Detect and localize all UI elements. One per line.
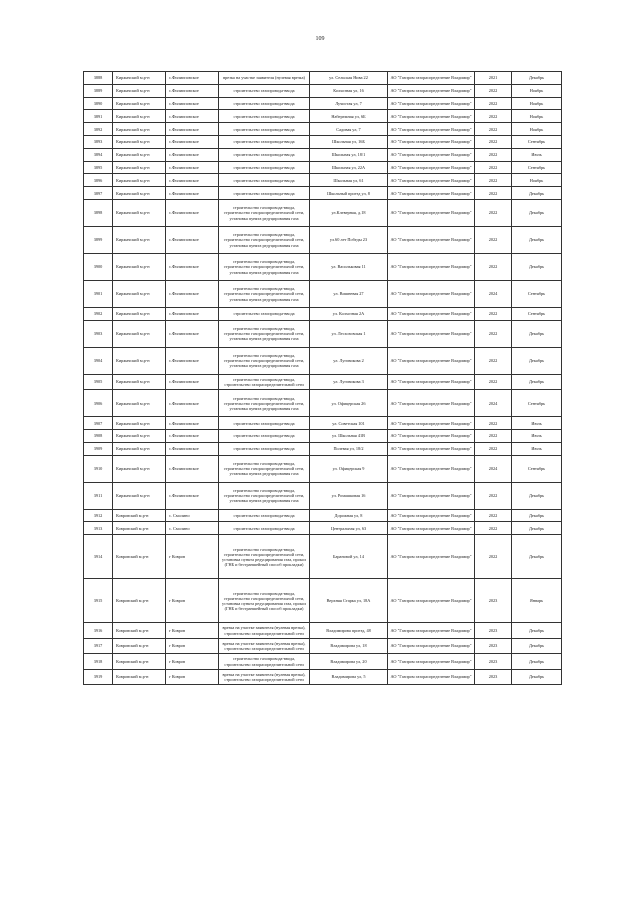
cell-settlement: с.Филипповское xyxy=(166,72,219,85)
cell-settlement: г Ковров xyxy=(166,638,219,654)
cell-address: ул. Сельская Нива 22 xyxy=(310,72,388,85)
cell-settlement: с.Филипповское xyxy=(166,226,219,253)
cell-number: 3907 xyxy=(84,417,113,430)
cell-settlement: с.Филипповское xyxy=(166,161,219,174)
cell-work-type: строительство газопровода-ввода xyxy=(219,174,310,187)
table-row xyxy=(84,135,562,148)
cell-month: Декабрь xyxy=(512,482,562,509)
table-row xyxy=(84,509,562,522)
cell-month: Июль xyxy=(512,417,562,430)
cell-year: 2022 xyxy=(475,187,512,200)
cell-number: 3897 xyxy=(84,187,113,200)
cell-number: 3888 xyxy=(84,72,113,85)
cell-month: Декабрь xyxy=(512,654,562,670)
cell-organization: АО "Газпром газораспределение Владимир" xyxy=(388,174,475,187)
cell-year: 2022 xyxy=(475,347,512,374)
cell-settlement: с.Филипповское xyxy=(166,187,219,200)
cell-month: Сентябрь xyxy=(512,135,562,148)
cell-year: 2024 xyxy=(475,390,512,417)
cell-district: Ковровский м.р-н xyxy=(113,623,166,639)
cell-settlement: с.Филипповское xyxy=(166,280,219,307)
cell-number: 3910 xyxy=(84,455,113,482)
cell-work-type: строительство газопровода-ввода xyxy=(219,417,310,430)
cell-settlement: с.Филипповское xyxy=(166,174,219,187)
cell-district: Киржачский м.р-н xyxy=(113,430,166,443)
cell-month: Сентябрь xyxy=(512,161,562,174)
cell-district: Киржачский м.р-н xyxy=(113,482,166,509)
cell-address: ул. Лесхозовская 1 xyxy=(310,320,388,347)
cell-work-type: строительство газопровода-ввода, строительство газораспределительной сети, установка пункта редуцирования газа xyxy=(219,390,310,417)
table-row xyxy=(84,522,562,535)
cell-month: Июль xyxy=(512,148,562,161)
cell-year: 2022 xyxy=(475,174,512,187)
cell-address: ул. Луговикова 3 xyxy=(310,374,388,390)
table-row xyxy=(84,84,562,97)
cell-year: 2022 xyxy=(475,123,512,136)
cell-work-type: строительство газопровода-ввода xyxy=(219,442,310,455)
cell-work-type: строительство газопровода-ввода, строительство газораспределительной сети, установка пункта редуцирования газа xyxy=(219,320,310,347)
cell-month: Декабрь xyxy=(512,522,562,535)
cell-district: Киржачский м.р-н xyxy=(113,390,166,417)
cell-number: 3906 xyxy=(84,390,113,417)
cell-number: 3912 xyxy=(84,509,113,522)
cell-address: Владимирова ул, 20 xyxy=(310,654,388,670)
cell-district: Киржачский м.р-н xyxy=(113,148,166,161)
cell-work-type: строительство газопровода-ввода, строительство газораспределительной сети, установка пункта редуцирования газа xyxy=(219,280,310,307)
cell-address: Барановой ул, 14 xyxy=(310,535,388,579)
cell-year: 2022 xyxy=(475,430,512,443)
cell-organization: АО "Газпром газораспределение Владимир" xyxy=(388,307,475,320)
cell-organization: АО "Газпром газораспределение Владимир" xyxy=(388,579,475,623)
cell-number: 3911 xyxy=(84,482,113,509)
table-row xyxy=(84,226,562,253)
cell-month: Ноябрь xyxy=(512,110,562,123)
cell-district: Киржачский м.р-н xyxy=(113,253,166,280)
table-row xyxy=(84,623,562,639)
cell-settlement: с.Филипповское xyxy=(166,442,219,455)
cell-district: Ковровский м.р-н xyxy=(113,522,166,535)
cell-work-type: строительство газопровода-ввода, строительство газораспределительной сети, установка пункта редуцирования газа, прокол (ГНБ и бестраншейный способ прокладки) xyxy=(219,535,310,579)
cell-address: Владимирова ул, 18 xyxy=(310,638,388,654)
table-row xyxy=(84,72,562,85)
cell-number: 3899 xyxy=(84,226,113,253)
cell-settlement: с.Филипповское xyxy=(166,320,219,347)
table-row xyxy=(84,669,562,685)
table-row xyxy=(84,482,562,509)
cell-organization: АО "Газпром газораспределение Владимир" xyxy=(388,199,475,226)
cell-settlement: г Ковров xyxy=(166,623,219,639)
cell-work-type: строительство газопровода-ввода, строительство газораспределительной сети, установка пункта редуцирования газа xyxy=(219,199,310,226)
cell-year: 2022 xyxy=(475,84,512,97)
cell-settlement: с. Смолино xyxy=(166,509,219,522)
table-row xyxy=(84,110,562,123)
cell-year: 2022 xyxy=(475,320,512,347)
cell-address: Школьная ул, 61 xyxy=(310,174,388,187)
cell-work-type: строительство газопровода-ввода xyxy=(219,123,310,136)
cell-district: Ковровский м.р-н xyxy=(113,669,166,685)
cell-district: Киржачский м.р-н xyxy=(113,226,166,253)
cell-organization: АО "Газпром газораспределение Владимир" xyxy=(388,280,475,307)
cell-month: Декабрь xyxy=(512,320,562,347)
table-row xyxy=(84,442,562,455)
table-row xyxy=(84,374,562,390)
cell-address: ул.Клеверная, д.18 xyxy=(310,199,388,226)
cell-district: Киржачский м.р-н xyxy=(113,123,166,136)
cell-address: ул. Вишневая 27 xyxy=(310,280,388,307)
cell-month: Декабрь xyxy=(512,253,562,280)
cell-district: Ковровский м.р-н xyxy=(113,579,166,623)
cell-settlement: с.Филипповское xyxy=(166,307,219,320)
cell-organization: АО "Газпром газораспределение Владимир" xyxy=(388,72,475,85)
cell-year: 2022 xyxy=(475,535,512,579)
cell-district: Киржачский м.р-н xyxy=(113,161,166,174)
table-row xyxy=(84,390,562,417)
cell-month: Декабрь xyxy=(512,509,562,522)
cell-organization: АО "Газпром газораспределение Владимир" xyxy=(388,110,475,123)
cell-year: 2022 xyxy=(475,374,512,390)
cell-month: Ноябрь xyxy=(512,84,562,97)
cell-work-type: строительство газопровода-ввода, строительство газораспределительной сети, установка пункта редуцирования газа, прокол (ГНБ и бестраншейный способ прокладки) xyxy=(219,579,310,623)
cell-number: 3915 xyxy=(84,579,113,623)
cell-address: Верхняя Старка ул, 18А xyxy=(310,579,388,623)
cell-organization: АО "Газпром газораспределение Владимир" xyxy=(388,654,475,670)
cell-number: 3917 xyxy=(84,638,113,654)
cell-organization: АО "Газпром газораспределение Владимир" xyxy=(388,253,475,280)
cell-settlement: с.Филипповское xyxy=(166,123,219,136)
cell-settlement: г Ковров xyxy=(166,669,219,685)
cell-address: ул. Офицерская 26 xyxy=(310,390,388,417)
table-row xyxy=(84,174,562,187)
cell-address: Набережная ул, 6Б xyxy=(310,110,388,123)
cell-organization: АО "Газпром газораспределение Владимир" xyxy=(388,482,475,509)
cell-work-type: строительство газопровода-ввода, строительство газораспределительной сети, установка пункта редуцирования газа xyxy=(219,347,310,374)
cell-month: Сентябрь xyxy=(512,390,562,417)
cell-address: Школьная ул, 22А xyxy=(310,161,388,174)
cell-month: Декабрь xyxy=(512,199,562,226)
cell-month: Июль xyxy=(512,430,562,443)
cell-organization: АО "Газпром газораспределение Владимир" xyxy=(388,161,475,174)
cell-district: Киржачский м.р-н xyxy=(113,417,166,430)
cell-number: 3902 xyxy=(84,307,113,320)
cell-number: 3894 xyxy=(84,148,113,161)
cell-month: Декабрь xyxy=(512,226,562,253)
cell-year: 2023 xyxy=(475,579,512,623)
cell-district: Киржачский м.р-н xyxy=(113,187,166,200)
table-row xyxy=(84,253,562,280)
cell-work-type: врезка на участке заявителя (нулевая врезка), строительство газораспределительной сети xyxy=(219,623,310,639)
cell-address: Школьная ул, 18/1 xyxy=(310,148,388,161)
cell-organization: АО "Газпром газораспределение Владимир" xyxy=(388,347,475,374)
cell-work-type: строительство газопровода-ввода, строительство газораспределительной сети xyxy=(219,374,310,390)
cell-district: Киржачский м.р-н xyxy=(113,307,166,320)
cell-address: Полевая ул, 18/2 xyxy=(310,442,388,455)
cell-work-type: врезка на участке заявителя (нулевая врезка), строительство газораспределительной сети xyxy=(219,638,310,654)
cell-organization: АО "Газпром газораспределение Владимир" xyxy=(388,123,475,136)
cell-district: Киржачский м.р-н xyxy=(113,455,166,482)
cell-address: Садовая ул, 7 xyxy=(310,123,388,136)
table-row xyxy=(84,307,562,320)
cell-work-type: строительство газопровода-ввода xyxy=(219,307,310,320)
cell-organization: АО "Газпром газораспределение Владимир" xyxy=(388,669,475,685)
cell-address: Владимирова ул, 5 xyxy=(310,669,388,685)
cell-year: 2022 xyxy=(475,199,512,226)
cell-year: 2024 xyxy=(475,455,512,482)
cell-district: Киржачский м.р-н xyxy=(113,347,166,374)
table-row xyxy=(84,535,562,579)
cell-number: 3900 xyxy=(84,253,113,280)
gasification-table xyxy=(83,71,562,685)
cell-year: 2023 xyxy=(475,654,512,670)
cell-number: 3903 xyxy=(84,320,113,347)
cell-organization: АО "Газпром газораспределение Владимир" xyxy=(388,638,475,654)
cell-work-type: строительство газопровода-ввода xyxy=(219,135,310,148)
cell-year: 2022 xyxy=(475,110,512,123)
cell-year: 2023 xyxy=(475,623,512,639)
cell-month: Сентябрь xyxy=(512,280,562,307)
table-row xyxy=(84,161,562,174)
cell-number: 3905 xyxy=(84,374,113,390)
cell-number: 3904 xyxy=(84,347,113,374)
cell-month: Ноябрь xyxy=(512,97,562,110)
cell-year: 2022 xyxy=(475,226,512,253)
cell-address: Центральная ул, 63 xyxy=(310,522,388,535)
cell-organization: АО "Газпром газораспределение Владимир" xyxy=(388,442,475,455)
cell-organization: АО "Газпром газораспределение Владимир" xyxy=(388,455,475,482)
cell-settlement: с.Филипповское xyxy=(166,148,219,161)
cell-month: Ноябрь xyxy=(512,123,562,136)
cell-number: 3901 xyxy=(84,280,113,307)
cell-month: Декабрь xyxy=(512,669,562,685)
cell-month: Декабрь xyxy=(512,72,562,85)
cell-year: 2022 xyxy=(475,522,512,535)
cell-year: 2023 xyxy=(475,638,512,654)
cell-settlement: с.Филипповское xyxy=(166,199,219,226)
cell-year: 2023 xyxy=(475,669,512,685)
cell-settlement: с.Филипповское xyxy=(166,374,219,390)
cell-district: Киржачский м.р-н xyxy=(113,280,166,307)
cell-work-type: строительство газопровода-ввода, строительство газораспределительной сети, установка пункта редуцирования газа xyxy=(219,482,310,509)
cell-year: 2022 xyxy=(475,417,512,430)
cell-year: 2022 xyxy=(475,161,512,174)
cell-year: 2022 xyxy=(475,442,512,455)
cell-settlement: с.Филипповское xyxy=(166,482,219,509)
cell-year: 2022 xyxy=(475,509,512,522)
cell-year: 2022 xyxy=(475,97,512,110)
cell-year: 2022 xyxy=(475,135,512,148)
cell-month: Декабрь xyxy=(512,187,562,200)
cell-number: 3889 xyxy=(84,84,113,97)
cell-organization: АО "Газпром газораспределение Владимир" xyxy=(388,430,475,443)
cell-district: Киржачский м.р-н xyxy=(113,320,166,347)
cell-address: ул. Колхозная 2А xyxy=(310,307,388,320)
cell-number: 3895 xyxy=(84,161,113,174)
cell-month: Декабрь xyxy=(512,347,562,374)
cell-organization: АО "Газпром газораспределение Владимир" xyxy=(388,135,475,148)
cell-work-type: строительство газопровода-ввода, строительство газораспределительной сети xyxy=(219,654,310,670)
cell-work-type: строительство газопровода-ввода xyxy=(219,110,310,123)
table-row xyxy=(84,638,562,654)
cell-address: Школьная ул, 16Б xyxy=(310,135,388,148)
cell-district: Киржачский м.р-н xyxy=(113,97,166,110)
cell-organization: АО "Газпром газораспределение Владимир" xyxy=(388,535,475,579)
cell-work-type: строительство газопровода-ввода xyxy=(219,84,310,97)
cell-work-type: строительство газопровода-ввода xyxy=(219,97,310,110)
cell-organization: АО "Газпром газораспределение Владимир" xyxy=(388,374,475,390)
cell-district: Киржачский м.р-н xyxy=(113,174,166,187)
cell-address: ул. Васильковая 11 xyxy=(310,253,388,280)
cell-settlement: г Ковров xyxy=(166,579,219,623)
cell-year: 2022 xyxy=(475,253,512,280)
cell-settlement: с.Филипповское xyxy=(166,430,219,443)
cell-year: 2021 xyxy=(475,72,512,85)
cell-settlement: г Ковров xyxy=(166,535,219,579)
cell-district: Киржачский м.р-н xyxy=(113,72,166,85)
cell-district: Ковровский м.р-н xyxy=(113,638,166,654)
cell-address: Лучистая ул, 7 xyxy=(310,97,388,110)
cell-work-type: строительство газопровода-ввода, строительство газораспределительной сети, установка пункта редуцирования газа xyxy=(219,455,310,482)
cell-work-type: строительство газопровода-ввода xyxy=(219,148,310,161)
cell-district: Киржачский м.р-н xyxy=(113,199,166,226)
cell-number: 3909 xyxy=(84,442,113,455)
cell-month: Январь xyxy=(512,579,562,623)
cell-number: 3891 xyxy=(84,110,113,123)
cell-address: Школьный проезд ул, 8 xyxy=(310,187,388,200)
cell-settlement: с.Филипповское xyxy=(166,347,219,374)
cell-month: Декабрь xyxy=(512,535,562,579)
table-row xyxy=(84,430,562,443)
cell-settlement: с.Филипповское xyxy=(166,84,219,97)
cell-organization: АО "Газпром газораспределение Владимир" xyxy=(388,84,475,97)
table-body xyxy=(84,72,562,685)
table-row xyxy=(84,187,562,200)
cell-work-type: строительство газопровода-ввода xyxy=(219,430,310,443)
table-row xyxy=(84,199,562,226)
cell-number: 3916 xyxy=(84,623,113,639)
cell-number: 3898 xyxy=(84,199,113,226)
table-row xyxy=(84,280,562,307)
cell-organization: АО "Газпром газораспределение Владимир" xyxy=(388,187,475,200)
cell-month: Декабрь xyxy=(512,638,562,654)
cell-address: Дорожная ул, 8 xyxy=(310,509,388,522)
cell-address: Колхозная ул, 16 xyxy=(310,84,388,97)
cell-work-type: строительство газопровода-ввода xyxy=(219,522,310,535)
table-row xyxy=(84,148,562,161)
cell-settlement: с.Филипповское xyxy=(166,417,219,430)
cell-number: 3908 xyxy=(84,430,113,443)
cell-number: 3892 xyxy=(84,123,113,136)
cell-address: Владимирова проезд, 48 xyxy=(310,623,388,639)
cell-organization: АО "Газпром газораспределение Владимир" xyxy=(388,522,475,535)
cell-settlement: с.Филипповское xyxy=(166,390,219,417)
cell-district: Ковровский м.р-н xyxy=(113,509,166,522)
cell-organization: АО "Газпром газораспределение Владимир" xyxy=(388,417,475,430)
cell-work-type: врезка на участке заявителя (нулевая врезка) xyxy=(219,72,310,85)
cell-organization: АО "Газпром газораспределение Владимир" xyxy=(388,623,475,639)
cell-number: 3919 xyxy=(84,669,113,685)
cell-work-type: строительство газопровода-ввода xyxy=(219,161,310,174)
cell-year: 2024 xyxy=(475,280,512,307)
cell-organization: АО "Газпром газораспределение Владимир" xyxy=(388,390,475,417)
table-row xyxy=(84,347,562,374)
cell-number: 3893 xyxy=(84,135,113,148)
cell-settlement: с. Смолино xyxy=(166,522,219,535)
cell-month: Ноябрь xyxy=(512,174,562,187)
cell-number: 3918 xyxy=(84,654,113,670)
cell-settlement: с.Филипповское xyxy=(166,135,219,148)
cell-number: 3914 xyxy=(84,535,113,579)
cell-year: 2022 xyxy=(475,148,512,161)
cell-work-type: строительство газопровода-ввода xyxy=(219,509,310,522)
cell-district: Киржачский м.р-н xyxy=(113,442,166,455)
cell-number: 3896 xyxy=(84,174,113,187)
cell-work-type: строительство газопровода-ввода, строительство газораспределительной сети, установка пункта редуцирования газа xyxy=(219,253,310,280)
cell-month: Сентябрь xyxy=(512,307,562,320)
cell-address: ул. Луговикова 2 xyxy=(310,347,388,374)
cell-month: Декабрь xyxy=(512,374,562,390)
cell-organization: АО "Газпром газораспределение Владимир" xyxy=(388,97,475,110)
cell-district: Ковровский м.р-н xyxy=(113,535,166,579)
table-row xyxy=(84,579,562,623)
table-row xyxy=(84,320,562,347)
cell-address: ул.60 лет Победы 23 xyxy=(310,226,388,253)
cell-number: 3890 xyxy=(84,97,113,110)
cell-settlement: с.Филипповское xyxy=(166,455,219,482)
cell-organization: АО "Газпром газораспределение Владимир" xyxy=(388,320,475,347)
cell-organization: АО "Газпром газораспределение Владимир" xyxy=(388,509,475,522)
cell-year: 2022 xyxy=(475,307,512,320)
table-row xyxy=(84,455,562,482)
cell-number: 3913 xyxy=(84,522,113,535)
cell-district: Киржачский м.р-н xyxy=(113,84,166,97)
cell-month: Сентябрь xyxy=(512,455,562,482)
cell-address: ул. Ромашковая 16 xyxy=(310,482,388,509)
table-row xyxy=(84,97,562,110)
cell-year: 2022 xyxy=(475,482,512,509)
table-row xyxy=(84,417,562,430)
cell-work-type: врезка на участке заявителя (нулевая врезка), строительство газораспределительной сети xyxy=(219,669,310,685)
cell-district: Киржачский м.р-н xyxy=(113,374,166,390)
cell-address: ул. Офицерская 9 xyxy=(310,455,388,482)
table-row xyxy=(84,654,562,670)
cell-district: Ковровский м.р-н xyxy=(113,654,166,670)
cell-organization: АО "Газпром газораспределение Владимир" xyxy=(388,226,475,253)
table-row xyxy=(84,123,562,136)
cell-settlement: с.Филипповское xyxy=(166,110,219,123)
cell-address: ул. Школьная 41В xyxy=(310,430,388,443)
page-number: 109 xyxy=(315,36,325,42)
cell-district: Киржачский м.р-н xyxy=(113,135,166,148)
cell-month: Декабрь xyxy=(512,623,562,639)
cell-settlement: г Ковров xyxy=(166,654,219,670)
cell-district: Киржачский м.р-н xyxy=(113,110,166,123)
cell-work-type: строительство газопровода-ввода xyxy=(219,187,310,200)
cell-address: ул. Советская 101 xyxy=(310,417,388,430)
cell-settlement: с.Филипповское xyxy=(166,253,219,280)
cell-settlement: с.Филипповское xyxy=(166,97,219,110)
cell-work-type: строительство газопровода-ввода, строительство газораспределительной сети, установка пункта редуцирования газа xyxy=(219,226,310,253)
cell-organization: АО "Газпром газораспределение Владимир" xyxy=(388,148,475,161)
cell-month: Июль xyxy=(512,442,562,455)
